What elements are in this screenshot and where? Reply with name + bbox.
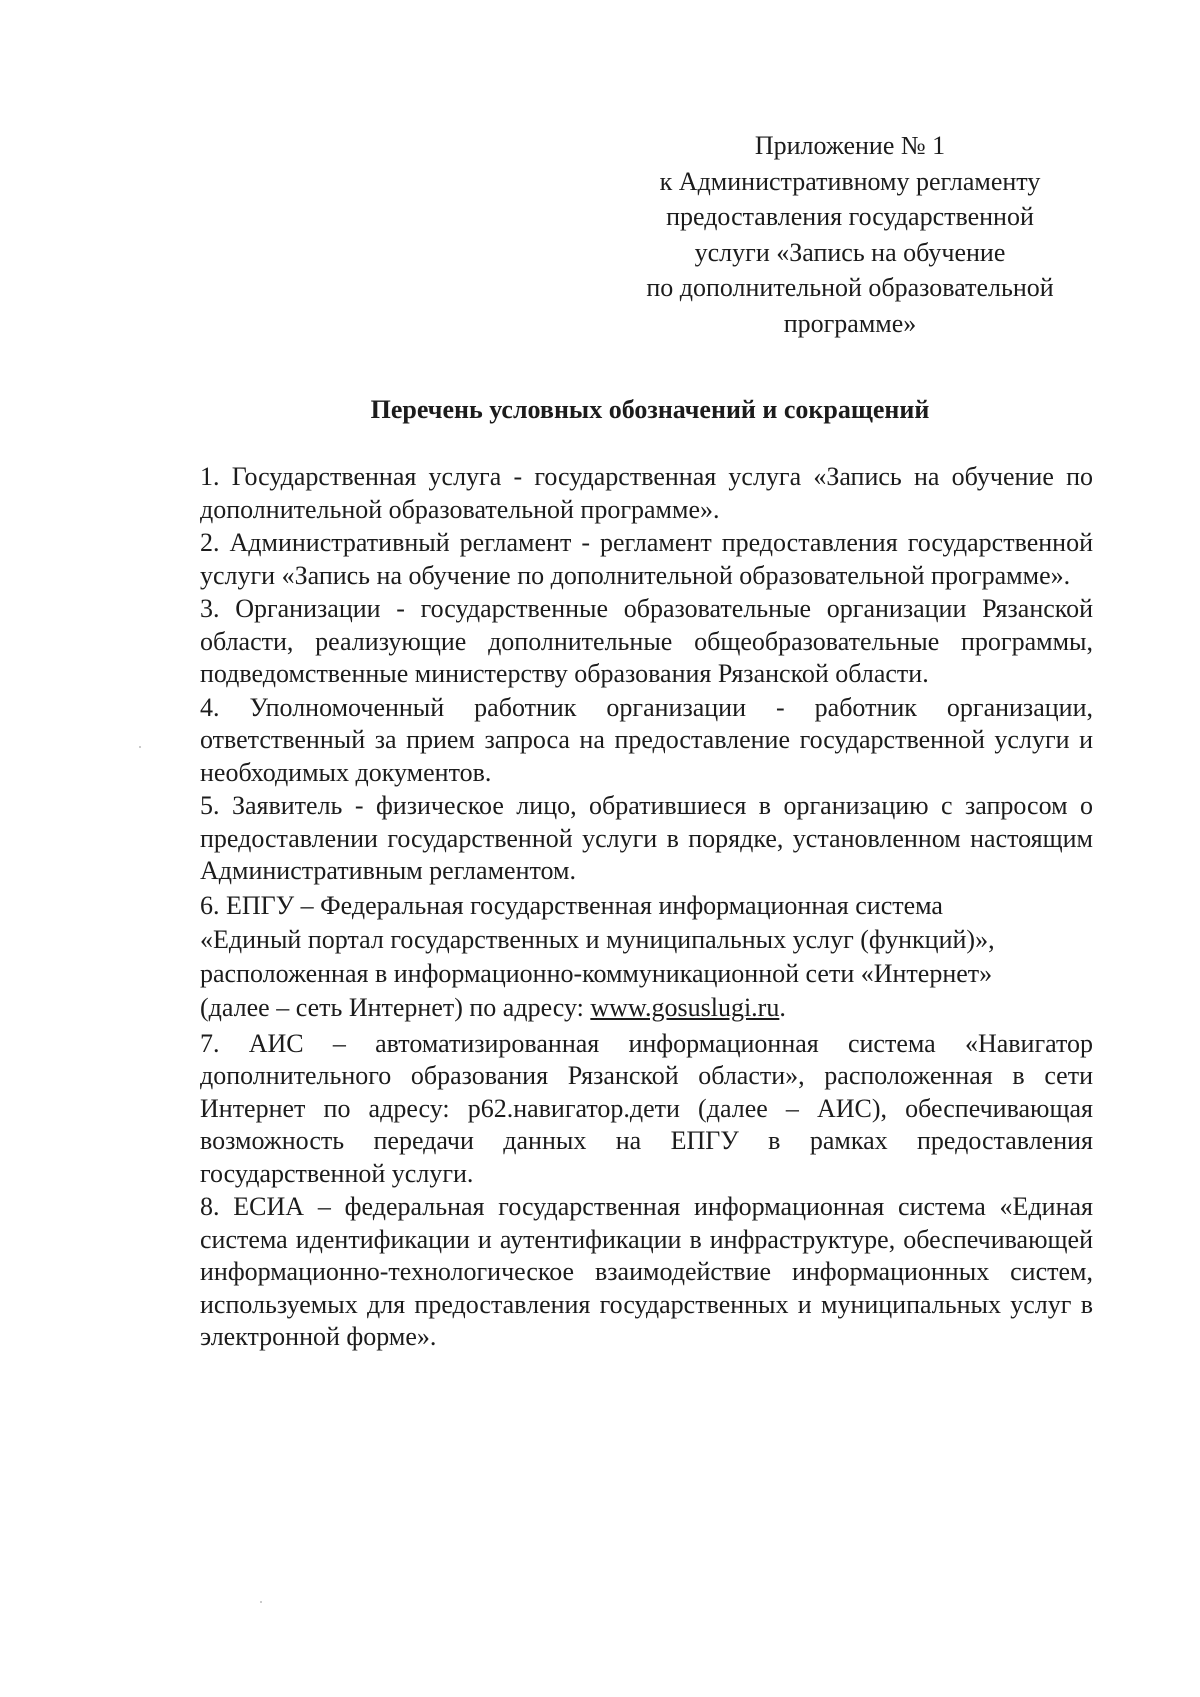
- list-item-line: 6. ЕПГУ – Федеральная государственная информационная система: [200, 890, 943, 920]
- gosuslugi-link[interactable]: www.gosuslugi.ru: [590, 992, 780, 1022]
- list-item: [200, 889, 1093, 1025]
- document-title: Перечень условных обозначений и сокращений: [370, 395, 930, 424]
- list-item-text: .: [779, 992, 786, 1022]
- list-item: 4. Уполномоченный работник организации - работник организации, ответственный за прием запроса на предоставление государственной услуги и необходимых документов.: [200, 692, 1093, 787]
- list-item: 3. Организации - государственные образовательные организации Рязанской области, реализующие дополнительные общеобразовательные программы, подведомственные министерству образования Рязанской области.: [200, 594, 1093, 688]
- list-item: 7. АИС – автоматизированная информационная система «Навигатор дополнительного образования Рязанской области», расположенная в сети Интернет по адресу: р62.навигатор.дети (далее – АИС), обеспечивающая возможность передачи данных на ЕПГУ в рамках предоставления государственной услуги.: [200, 1028, 1093, 1188]
- list-item-line: «Единый портал государственных и муниципальных услуг (функций)»,: [200, 924, 995, 954]
- list-item-text: (далее – сеть Интернет) по адресу:: [200, 992, 591, 1022]
- scan-speck: [260, 1601, 262, 1603]
- list-item: 5. Заявитель - физическое лицо, обратившиеся в организацию с запросом о предоставлении государственной услуги в порядке, установленном настоящим Административным регламентом.: [200, 791, 1093, 885]
- appendix-header-line: программе»: [783, 308, 917, 338]
- appendix-header-line: к Административному регламенту: [659, 166, 1041, 196]
- list-item-line: [200, 991, 1093, 1025]
- appendix-header-line: Приложение № 1: [754, 131, 946, 160]
- list-item: 8. ЕСИА – федеральная государственная информационная система «Единая система идентификации и аутентификации в инфраструктуре, обеспечивающей информационно-технологическое взаимодействие информационных систем, используемых для предоставления государственных и муниципальных услуг в электронной форме».: [200, 1192, 1093, 1351]
- scan-speck: [139, 746, 141, 748]
- abbreviations-list: [200, 461, 1093, 1355]
- list-item: 2. Административный регламент - регламент предоставления государственной услуги «Запись на обучение по дополнительной образовательной программе».: [200, 528, 1093, 590]
- list-item-line: расположенная в информационно-коммуникационной сети «Интернет»: [200, 958, 993, 988]
- appendix-header: [620, 128, 1080, 341]
- list-item: 1. Государственная услуга - государственная услуга «Запись на обучение по дополнительной образовательной программе».: [200, 462, 1093, 524]
- appendix-header-line: по дополнительной образовательной: [646, 273, 1054, 302]
- appendix-header-line: предоставления государственной: [666, 202, 1034, 231]
- appendix-header-line: услуги «Запись на обучение: [694, 237, 1006, 267]
